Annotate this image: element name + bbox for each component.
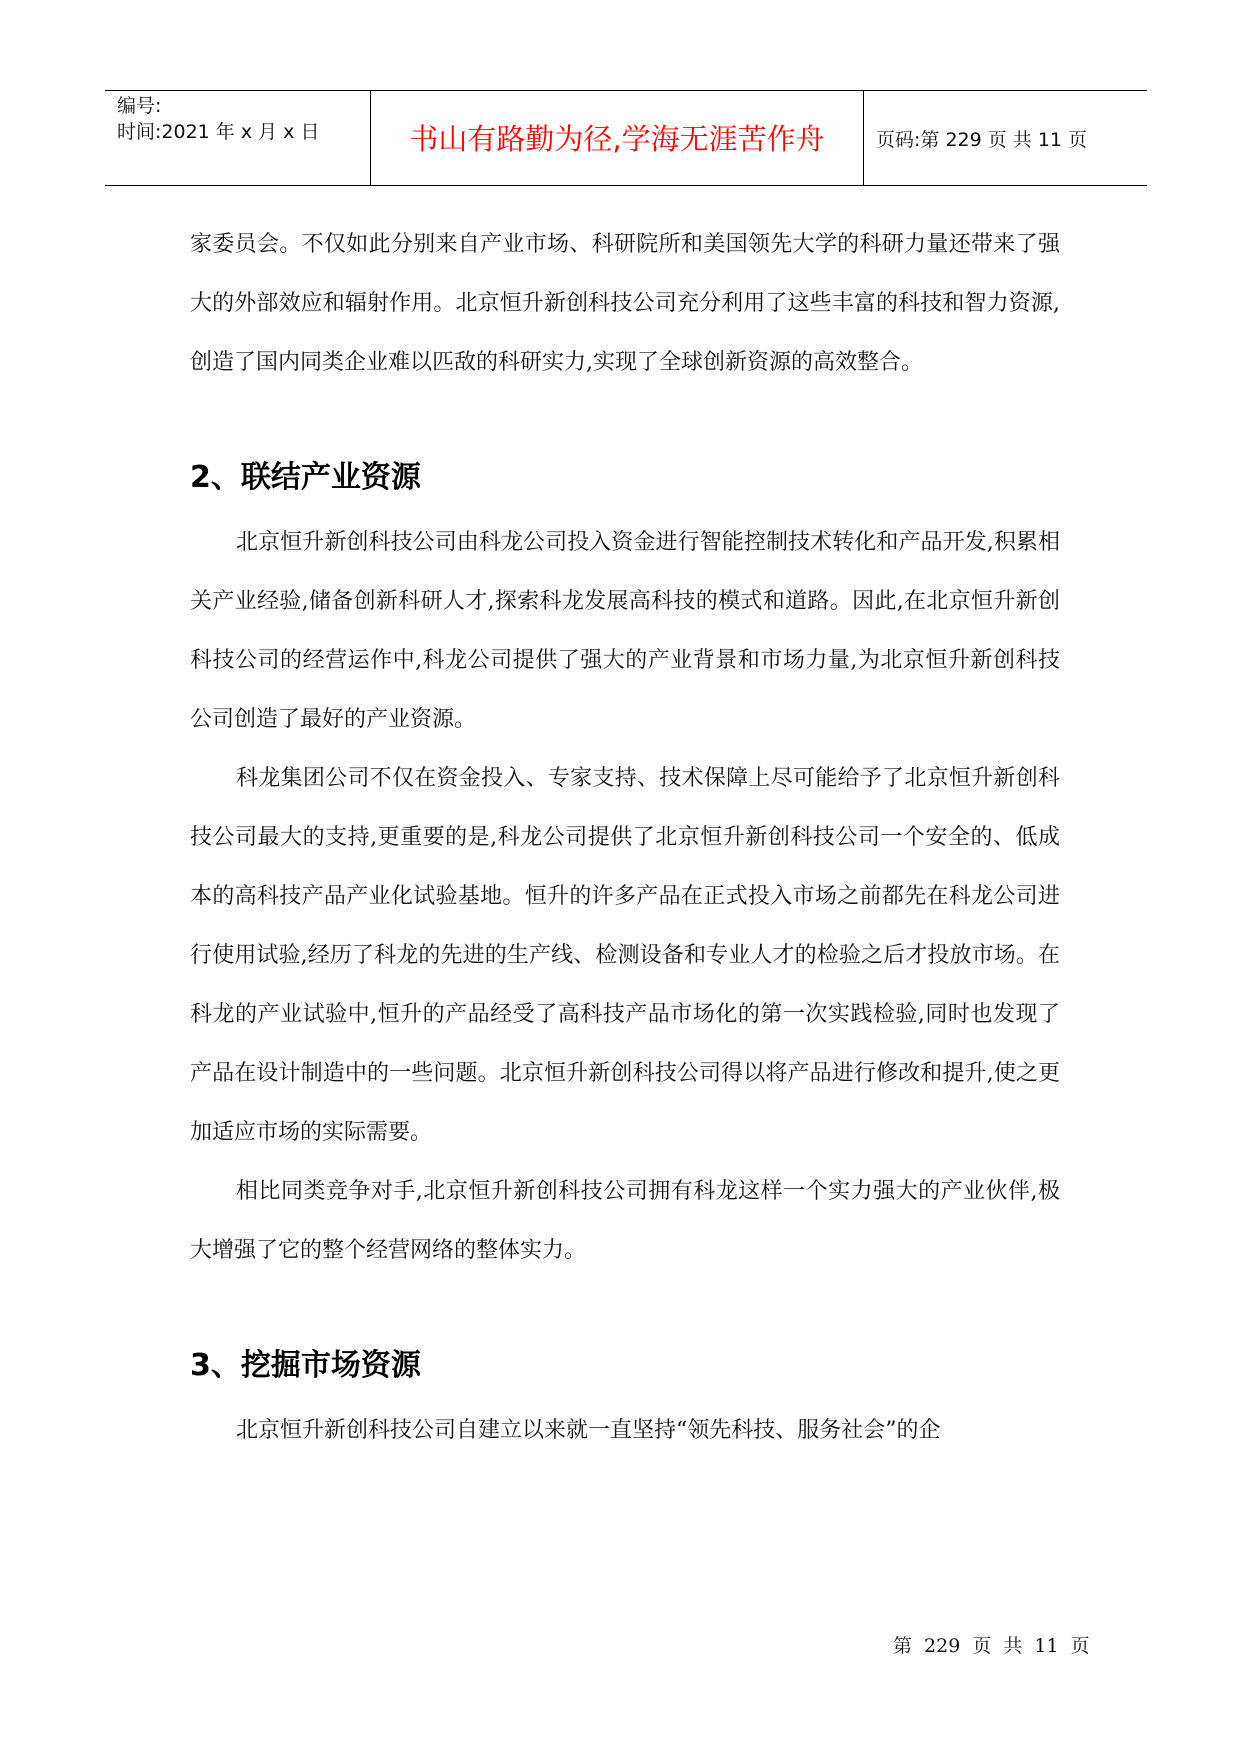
header-motto: 书山有路勤为径,学海无涯苦作舟 xyxy=(409,122,825,156)
header-page-cell xyxy=(864,91,1147,185)
page-footer: 第 229 页 共 11 页 xyxy=(893,1635,1090,1657)
document-number-label: 编号: xyxy=(117,95,162,117)
spacer xyxy=(190,1386,1060,1401)
paragraph: 家委员会。不仅如此分别来自产业市场、科研院所和美国领先大学的科研力量还带来了强大的外部效应和辐射作用。北京恒升新创科技公司充分利用了这些丰富的科技和智力资源,创造了国内同类企业难以匹敌的科研实力,实现了全球创新资源的高效整合。 xyxy=(190,232,1060,375)
document-body xyxy=(190,215,1060,1460)
paragraph: 北京恒升新创科技公司自建立以来就一直坚持“领先科技、服务社会”的企 xyxy=(236,1418,941,1443)
paragraph: 相比同类竞争对手,北京恒升新创科技公司拥有科龙这样一个实力强大的产业伙伴,极大增强了它的整个经营网络的整体实力。 xyxy=(190,1179,1060,1263)
header-page-info: 页码:第 229 页 共 11 页 xyxy=(876,129,1088,151)
paragraph: 北京恒升新创科技公司由科龙公司投入资金进行智能控制技术转化和产品开发,积累相关产业经验,储备创新科研人才,探索科龙发展高科技的模式和道路。因此,在北京恒升新创科技公司的经营运作中,科龙公司提供了强大的产业背景和市场力量,为北京恒升新创科技公司创造了最好的产业资源。 xyxy=(190,530,1060,732)
section-heading: 3、挖掘市场资源 xyxy=(190,1348,421,1383)
header-table xyxy=(105,90,1147,186)
header-left-cell xyxy=(105,91,370,185)
paragraph: 科龙集团公司不仅在资金投入、专家支持、技术保障上尽可能给予了北京恒升新创科技公司最大的支持,更重要的是,科龙公司提供了北京恒升新创科技公司一个安全的、低成本的高科技产品产业化试验基地。恒升的许多产品在正式投入市场之前都先在科龙公司进行使用试验,经历了科龙的先进的生产线、检测设备和专业人才的检验之后才投放市场。在科龙的产业试验中,恒升的产品经受了高科技产品市场化的第一次实践检验,同时也发现了产品在设计制造中的一些问题。北京恒升新创科技公司得以将产品进行修改和提升,使之更加适应市场的实际需要。 xyxy=(190,766,1060,1145)
section-heading: 2、联结产业资源 xyxy=(190,460,421,495)
spacer xyxy=(190,1280,1060,1346)
spacer xyxy=(190,392,1060,458)
spacer xyxy=(190,498,1060,513)
header-motto-cell xyxy=(370,91,864,185)
document-time-label: 时间:2021 年 x 月 x 日 xyxy=(117,121,320,143)
